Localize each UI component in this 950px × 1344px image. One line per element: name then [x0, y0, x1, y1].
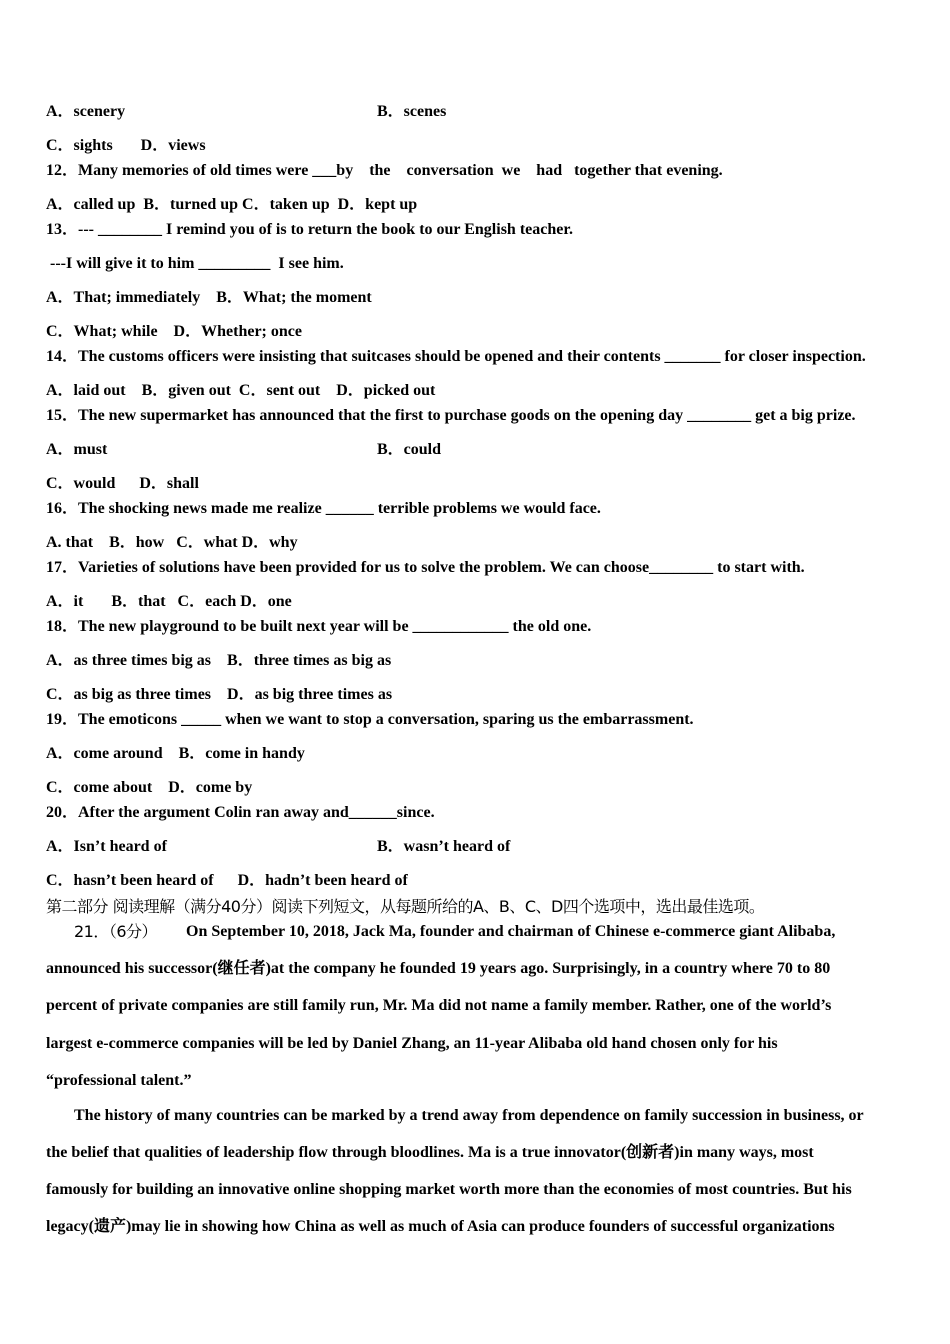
q12-stem: 12．Many memories of old times were ___by the conversation we had together that evening. [46, 162, 723, 179]
q19-stem: 19．The emoticons _____ when we want to stop a conversation, sparing us the embarrassment. [46, 711, 694, 728]
q20-option-b: B．wasn’t heard of [377, 838, 511, 855]
q19-options-ab: A．come around B．come in handy [46, 745, 305, 762]
q15-stem: 15．The new supermarket has announced that the first to purchase goods on the opening day ________ get a big prize. [46, 407, 856, 424]
q11-options-cd: C．sights D．views [46, 137, 206, 154]
q16-options: A. that B．how C．what D．why [46, 534, 298, 551]
q13-options-cd: C．What; while D．Whether; once [46, 323, 302, 340]
q19-options-cd: C．come about D．come by [46, 779, 253, 796]
q14-options: A．laid out B．given out C．sent out D．picked out [46, 382, 436, 399]
passage-line: On September 10, 2018, Jack Ma, founder and chairman of Chinese e-commerce giant Alibaba, [186, 923, 836, 940]
q18-stem: 18．The new playground to be built next year will be ____________ the old one. [46, 618, 592, 635]
passage-line: announced his successor(继任者)at the company he founded 19 years ago. Surprisingly, in a country where 70 to 80 [46, 960, 831, 977]
passage-line: famously for building an innovative online shopping market worth more than the economies of most countries. But his [46, 1181, 852, 1198]
q11-option-a: A．scenery [46, 103, 126, 120]
passage-line: The history of many countries can be marked by a trend away from dependence on family succession in business, or [74, 1107, 864, 1124]
q17-stem: 17．Varieties of solutions have been provided for us to solve the problem. We can choose________ to start with. [46, 559, 805, 576]
q16-stem: 16．The shocking news made me realize ______ terrible problems we would face. [46, 500, 601, 517]
q21-prefix: 21．（6分） [74, 922, 158, 941]
q12-options: A．called up B．turned up C．taken up D．kept up [46, 196, 418, 213]
passage-line: legacy(遗产)may lie in showing how China as well as much of Asia can produce founders of successful organizations [46, 1218, 835, 1235]
passage-line: “professional talent.” [46, 1072, 192, 1089]
q18-options-cd: C．as big as three times D．as big three times as [46, 686, 393, 703]
passage-line: largest e-commerce companies will be led by Daniel Zhang, an 11-year Alibaba old hand chosen only for his [46, 1035, 778, 1052]
q20-stem: 20．After the argument Colin ran away and______since. [46, 804, 435, 821]
q14-stem: 14．The customs officers were insisting that suitcases should be opened and their contents _______ for closer inspection. [46, 348, 866, 365]
q15-options-cd: C．would D．shall [46, 475, 199, 492]
q17-options: A．it B．that C．each D．one [46, 593, 292, 610]
q13-options-ab: A．That; immediately B．What; the moment [46, 289, 372, 306]
q13-stem: 13．--- ________ I remind you of is to return the book to our English teacher. [46, 221, 573, 238]
passage-line: the belief that qualities of leadership flow through bloodlines. Ma is a true innovator(创新者)in many ways, most [46, 1144, 814, 1161]
q13-sub: ---I will give it to him _________ I see him. [46, 255, 344, 272]
passage-line: percent of private companies are still family run, Mr. Ma did not name a family member. Rather, one of the world’s [46, 997, 832, 1014]
q18-options-ab: A．as three times big as B．three times as big as [46, 652, 392, 669]
q11-option-b: B．scenes [377, 103, 447, 120]
q15-option-b: B．could [377, 441, 442, 458]
q20-options-cd: C．hasn’t been heard of D．hadn’t been heard of [46, 872, 408, 889]
q15-option-a: A．must [46, 441, 108, 458]
section-header: 第二部分 阅读理解（满分40分）阅读下列短文，从每题所给的A、B、C、D四个选项中，选出最佳选项。 [46, 897, 765, 916]
q20-option-a: A．Isn’t heard of [46, 838, 167, 855]
